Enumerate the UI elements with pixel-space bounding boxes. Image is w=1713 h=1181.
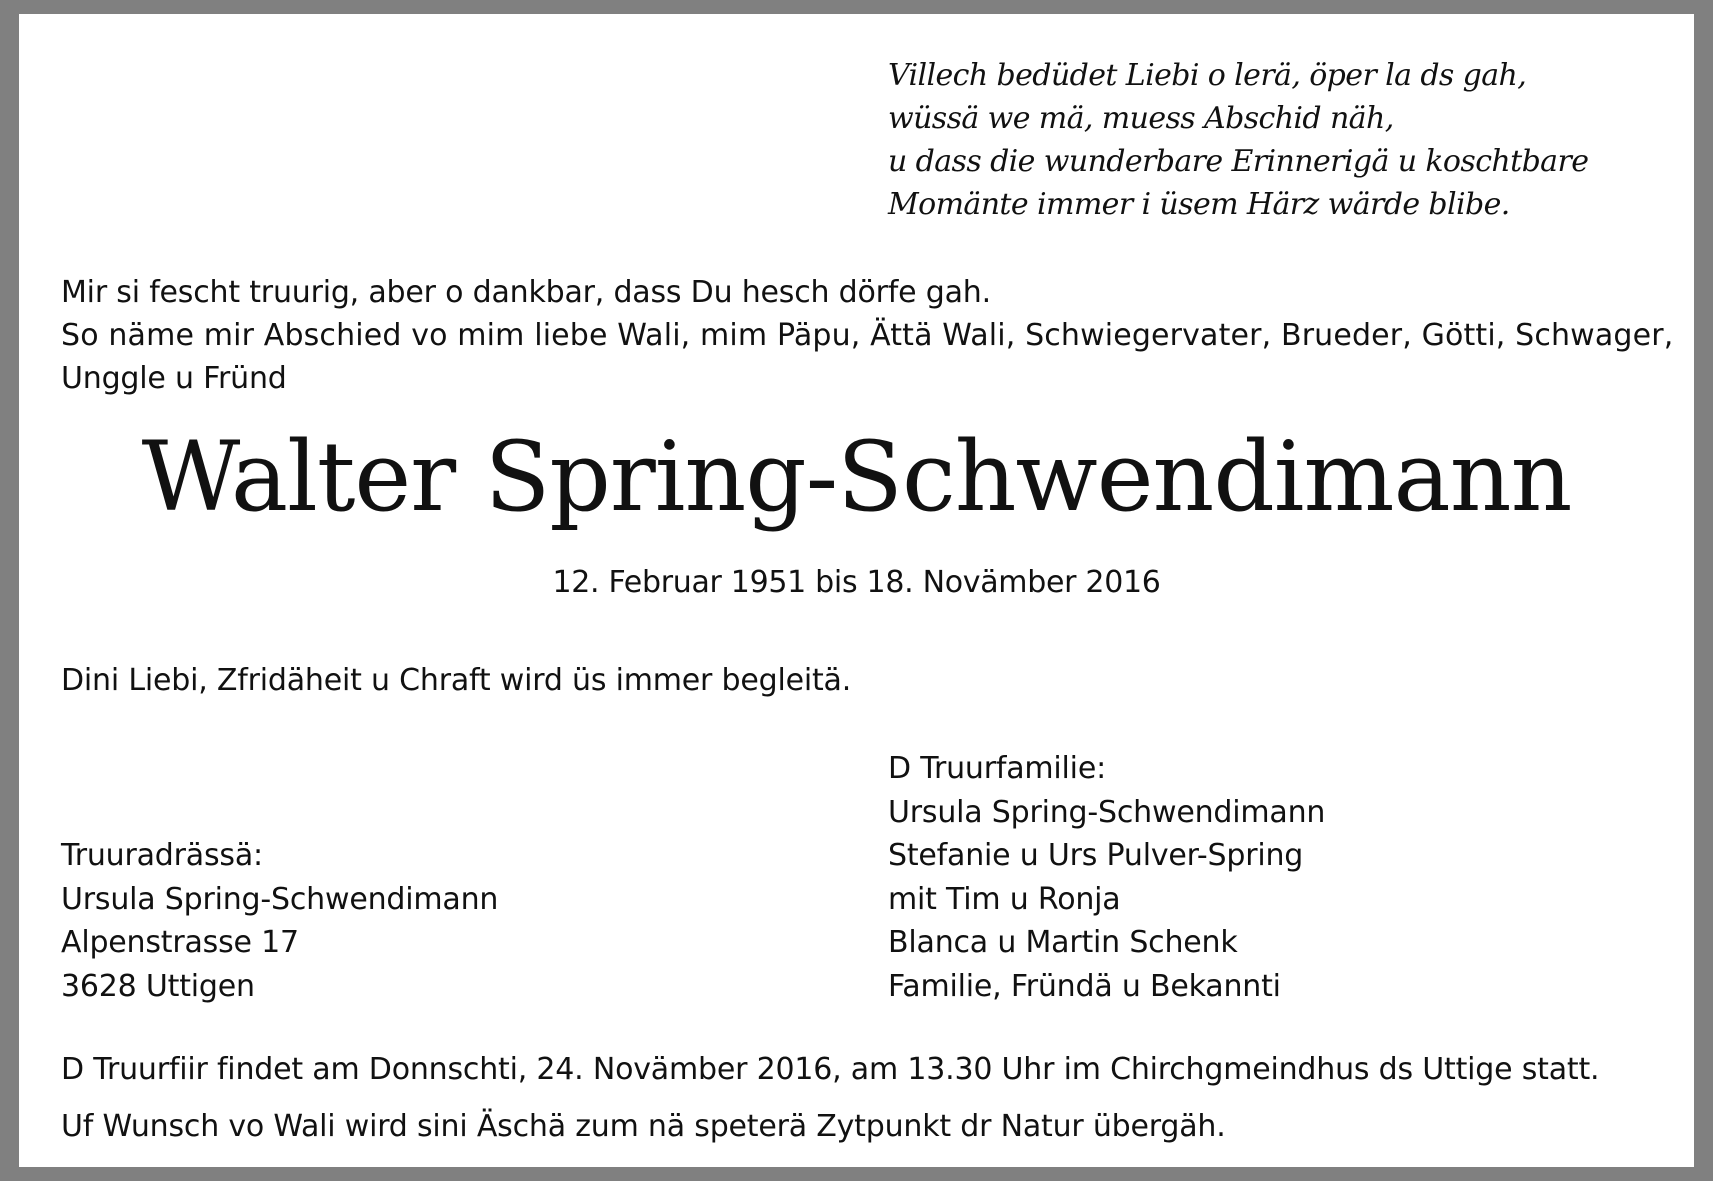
address-label: Truuradrässä: [61,838,263,873]
family-member: Stefanie u Urs Pulver-Spring [888,838,1304,873]
ashes-text: Uf Wunsch vo Wali wird sini Äschä zum nä speterä Zytpunkt dr Natur übergäh. [61,1109,1226,1144]
intro-line-3: Unggle u Fründ [61,361,287,396]
intro-line-1: Mir si fescht truurig, aber o dankbar, dass Du hesch dörfe gah. [61,275,991,310]
poem-line: wüssä we mä, muess Abschid näh, [888,101,1394,136]
intro-line-2: So näme mir Abschied vo mim liebe Wali, mim Päpu, Ättä Wali, Schwiegervater, Brueder, Götti, Schwager, [61,318,1674,353]
ceremony-text: D Truurfiir findet am Donnschti, 24. Novämber 2016, am 13.30 Uhr im Chirchgmeindhus ds Uttige statt. [61,1052,1600,1087]
family-label: D Truurfamilie: [888,751,1106,786]
poem [888,54,1588,226]
family-member: Familie, Fründä u Bekannti [888,968,1281,1004]
address-block [61,834,498,1008]
poem-line: u dass die wunderbare Erinnerigä u koschtbare [888,144,1589,179]
poem-line: Villech bedüdet Liebi o lerä, öper la ds gah, [888,58,1527,93]
address-name: Ursula Spring-Schwendimann [61,881,499,917]
obituary-notice [19,14,1694,1167]
family-block [888,747,1325,1008]
life-dates: 12. Februar 1951 bis 18. Novämber 2016 [552,565,1161,600]
address-city: 3628 Uttigen [61,968,255,1004]
family-member: mit Tim u Ronja [888,881,1121,917]
poem-line: Momänte immer i üsem Härz wärde blibe. [888,187,1510,222]
family-member: Ursula Spring-Schwendimann [888,794,1326,830]
family-member: Blanca u Martin Schenk [888,925,1238,960]
deceased-name: Walter Spring-Schwendimann [141,421,1572,533]
notice-frame [6,5,1707,1176]
tribute-text: Dini Liebi, Zfridäheit u Chraft wird üs immer begleitä. [61,663,852,698]
address-street: Alpenstrasse 17 [61,925,299,960]
